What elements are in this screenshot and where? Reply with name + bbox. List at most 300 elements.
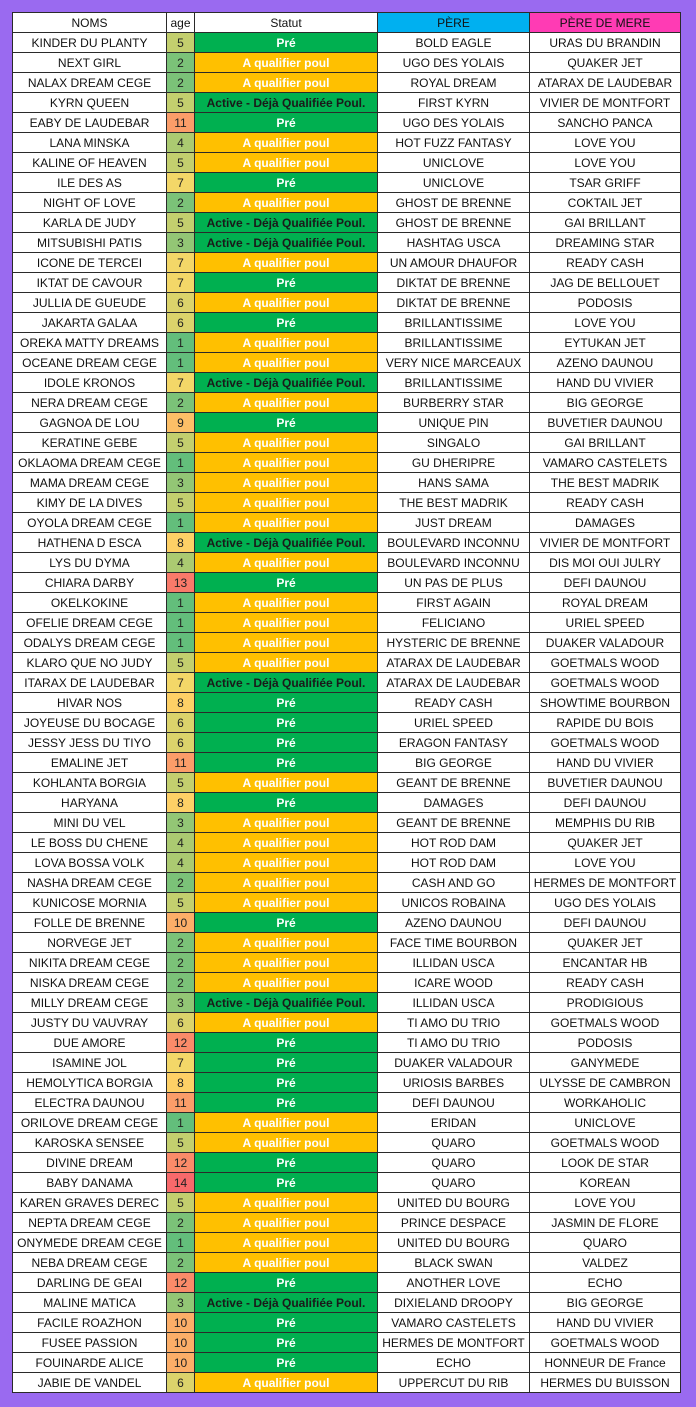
cell-pere-de-mere[interactable]: WORKAHOLIC — [530, 1093, 681, 1113]
cell-pere[interactable]: DEFI DAUNOU — [378, 1093, 530, 1113]
cell-pere[interactable]: BURBERRY STAR — [378, 393, 530, 413]
cell-pere[interactable]: VERY NICE MARCEAUX — [378, 353, 530, 373]
cell-statut[interactable]: A qualifier poul — [195, 253, 378, 273]
cell-pere-de-mere[interactable]: HERMES DU BUISSON — [530, 1373, 681, 1393]
cell-nom[interactable]: OKELKOKINE — [13, 593, 167, 613]
cell-nom[interactable]: KINDER DU PLANTY — [13, 33, 167, 53]
cell-nom[interactable]: KERATINE GEBE — [13, 433, 167, 453]
cell-age[interactable]: 1 — [167, 633, 195, 653]
cell-statut[interactable]: Pré — [195, 693, 378, 713]
cell-statut[interactable]: A qualifier poul — [195, 493, 378, 513]
cell-pere-de-mere[interactable]: LOVE YOU — [530, 133, 681, 153]
cell-age[interactable]: 2 — [167, 953, 195, 973]
cell-statut[interactable]: A qualifier poul — [195, 1113, 378, 1133]
cell-nom[interactable]: FACILE ROAZHON — [13, 1313, 167, 1333]
cell-pere-de-mere[interactable]: JASMIN DE FLORE — [530, 1213, 681, 1233]
cell-pere-de-mere[interactable]: AZENO DAUNOU — [530, 353, 681, 373]
cell-age[interactable]: 6 — [167, 1373, 195, 1393]
cell-statut[interactable]: Pré — [195, 733, 378, 753]
cell-pere-de-mere[interactable]: SHOWTIME BOURBON — [530, 693, 681, 713]
cell-nom[interactable]: MAMA DREAM CEGE — [13, 473, 167, 493]
cell-pere-de-mere[interactable]: THE BEST MADRIK — [530, 473, 681, 493]
cell-pere[interactable]: FACE TIME BOURBON — [378, 933, 530, 953]
cell-age[interactable]: 2 — [167, 973, 195, 993]
cell-statut[interactable]: Pré — [195, 1093, 378, 1113]
cell-age[interactable]: 2 — [167, 873, 195, 893]
cell-pere-de-mere[interactable]: PODOSIS — [530, 1033, 681, 1053]
cell-age[interactable]: 7 — [167, 273, 195, 293]
cell-nom[interactable]: DARLING DE GEAI — [13, 1273, 167, 1293]
cell-statut[interactable]: Pré — [195, 33, 378, 53]
cell-pere-de-mere[interactable]: COKTAIL JET — [530, 193, 681, 213]
cell-statut[interactable]: A qualifier poul — [195, 193, 378, 213]
cell-pere[interactable]: BIG GEORGE — [378, 753, 530, 773]
cell-statut[interactable]: A qualifier poul — [195, 333, 378, 353]
cell-statut[interactable]: A qualifier poul — [195, 473, 378, 493]
cell-nom[interactable]: LYS DU DYMA — [13, 553, 167, 573]
cell-pere[interactable]: UN AMOUR DHAUFOR — [378, 253, 530, 273]
cell-nom[interactable]: NIKITA DREAM CEGE — [13, 953, 167, 973]
cell-nom[interactable]: KARLA DE JUDY — [13, 213, 167, 233]
cell-age[interactable]: 1 — [167, 593, 195, 613]
cell-statut[interactable]: A qualifier poul — [195, 433, 378, 453]
cell-pere[interactable]: QUARO — [378, 1173, 530, 1193]
cell-statut[interactable]: A qualifier poul — [195, 933, 378, 953]
cell-pere-de-mere[interactable]: GOETMALS WOOD — [530, 1013, 681, 1033]
cell-pere-de-mere[interactable]: GOETMALS WOOD — [530, 673, 681, 693]
cell-age[interactable]: 4 — [167, 553, 195, 573]
cell-nom[interactable]: KALINE OF HEAVEN — [13, 153, 167, 173]
cell-age[interactable]: 12 — [167, 1273, 195, 1293]
cell-pere-de-mere[interactable]: DEFI DAUNOU — [530, 793, 681, 813]
cell-age[interactable]: 10 — [167, 1353, 195, 1373]
cell-pere-de-mere[interactable]: HERMES DE MONTFORT — [530, 873, 681, 893]
cell-statut[interactable]: Active - Déjà Qualifiée Poul. — [195, 93, 378, 113]
cell-pere-de-mere[interactable]: URIEL SPEED — [530, 613, 681, 633]
header-statut[interactable]: Statut — [195, 13, 378, 33]
cell-age[interactable]: 1 — [167, 1233, 195, 1253]
cell-age[interactable]: 2 — [167, 933, 195, 953]
cell-pere-de-mere[interactable]: HAND DU VIVIER — [530, 373, 681, 393]
cell-nom[interactable]: NISKA DREAM CEGE — [13, 973, 167, 993]
cell-statut[interactable]: Pré — [195, 273, 378, 293]
cell-statut[interactable]: Active - Déjà Qualifiée Poul. — [195, 233, 378, 253]
cell-pere-de-mere[interactable]: DUAKER VALADOUR — [530, 633, 681, 653]
cell-pere-de-mere[interactable]: JAG DE BELLOUET — [530, 273, 681, 293]
cell-statut[interactable]: Pré — [195, 753, 378, 773]
cell-pere-de-mere[interactable]: VAMARO CASTELETS — [530, 453, 681, 473]
cell-nom[interactable]: OCEANE DREAM CEGE — [13, 353, 167, 373]
cell-pere-de-mere[interactable]: DREAMING STAR — [530, 233, 681, 253]
cell-age[interactable]: 1 — [167, 453, 195, 473]
cell-statut[interactable]: A qualifier poul — [195, 853, 378, 873]
cell-pere[interactable]: UNICOS ROBAINA — [378, 893, 530, 913]
cell-nom[interactable]: CHIARA DARBY — [13, 573, 167, 593]
cell-statut[interactable]: A qualifier poul — [195, 1013, 378, 1033]
cell-pere[interactable]: UPPERCUT DU RIB — [378, 1373, 530, 1393]
cell-pere[interactable]: ATARAX DE LAUDEBAR — [378, 673, 530, 693]
cell-statut[interactable]: A qualifier poul — [195, 873, 378, 893]
cell-age[interactable]: 2 — [167, 393, 195, 413]
cell-age[interactable]: 1 — [167, 1113, 195, 1133]
cell-pere[interactable]: ECHO — [378, 1353, 530, 1373]
cell-pere[interactable]: UNITED DU BOURG — [378, 1233, 530, 1253]
cell-pere-de-mere[interactable]: LOOK DE STAR — [530, 1153, 681, 1173]
cell-pere-de-mere[interactable]: PRODIGIOUS — [530, 993, 681, 1013]
cell-statut[interactable]: Active - Déjà Qualifiée Poul. — [195, 673, 378, 693]
cell-pere-de-mere[interactable]: QUAKER JET — [530, 933, 681, 953]
cell-statut[interactable]: A qualifier poul — [195, 1213, 378, 1233]
cell-pere[interactable]: QUARO — [378, 1153, 530, 1173]
cell-pere[interactable]: UNIQUE PIN — [378, 413, 530, 433]
cell-pere[interactable]: UGO DES YOLAIS — [378, 113, 530, 133]
cell-pere[interactable]: ATARAX DE LAUDEBAR — [378, 653, 530, 673]
cell-age[interactable]: 5 — [167, 213, 195, 233]
cell-nom[interactable]: JUSTY DU VAUVRAY — [13, 1013, 167, 1033]
cell-statut[interactable]: A qualifier poul — [195, 813, 378, 833]
cell-age[interactable]: 3 — [167, 1293, 195, 1313]
cell-nom[interactable]: NIGHT OF LOVE — [13, 193, 167, 213]
cell-pere-de-mere[interactable]: UNICLOVE — [530, 1113, 681, 1133]
cell-pere[interactable]: ERAGON FANTASY — [378, 733, 530, 753]
cell-nom[interactable]: ORILOVE DREAM CEGE — [13, 1113, 167, 1133]
cell-nom[interactable]: DUE AMORE — [13, 1033, 167, 1053]
cell-nom[interactable]: ISAMINE JOL — [13, 1053, 167, 1073]
cell-age[interactable]: 5 — [167, 893, 195, 913]
cell-pere[interactable]: DIXIELAND DROOPY — [378, 1293, 530, 1313]
cell-nom[interactable]: NEBA DREAM CEGE — [13, 1253, 167, 1273]
cell-nom[interactable]: ICONE DE TERCEI — [13, 253, 167, 273]
cell-pere-de-mere[interactable]: GOETMALS WOOD — [530, 653, 681, 673]
cell-statut[interactable]: Pré — [195, 113, 378, 133]
cell-age[interactable]: 5 — [167, 653, 195, 673]
cell-pere[interactable]: BRILLANTISSIME — [378, 373, 530, 393]
cell-nom[interactable]: NASHA DREAM CEGE — [13, 873, 167, 893]
cell-statut[interactable]: Pré — [195, 1353, 378, 1373]
cell-pere[interactable]: ILLIDAN USCA — [378, 993, 530, 1013]
cell-age[interactable]: 5 — [167, 1193, 195, 1213]
cell-nom[interactable]: MILLY DREAM CEGE — [13, 993, 167, 1013]
cell-nom[interactable]: MINI DU VEL — [13, 813, 167, 833]
cell-nom[interactable]: NALAX DREAM CEGE — [13, 73, 167, 93]
cell-pere-de-mere[interactable]: READY CASH — [530, 973, 681, 993]
cell-pere[interactable]: ANOTHER LOVE — [378, 1273, 530, 1293]
cell-pere[interactable]: GHOST DE BRENNE — [378, 193, 530, 213]
cell-pere-de-mere[interactable]: LOVE YOU — [530, 153, 681, 173]
cell-pere[interactable]: URIEL SPEED — [378, 713, 530, 733]
cell-statut[interactable]: Pré — [195, 173, 378, 193]
cell-age[interactable]: 1 — [167, 613, 195, 633]
cell-nom[interactable]: KYRN QUEEN — [13, 93, 167, 113]
cell-age[interactable]: 5 — [167, 773, 195, 793]
cell-age[interactable]: 10 — [167, 1313, 195, 1333]
cell-nom[interactable]: OKLAOMA DREAM CEGE — [13, 453, 167, 473]
cell-age[interactable]: 1 — [167, 353, 195, 373]
cell-statut[interactable]: A qualifier poul — [195, 53, 378, 73]
cell-pere[interactable]: ILLIDAN USCA — [378, 953, 530, 973]
cell-statut[interactable]: Pré — [195, 1073, 378, 1093]
cell-pere[interactable]: THE BEST MADRIK — [378, 493, 530, 513]
cell-pere[interactable]: TI AMO DU TRIO — [378, 1013, 530, 1033]
cell-statut[interactable]: Active - Déjà Qualifiée Poul. — [195, 1293, 378, 1313]
cell-age[interactable]: 14 — [167, 1173, 195, 1193]
cell-statut[interactable]: A qualifier poul — [195, 593, 378, 613]
cell-statut[interactable]: Pré — [195, 313, 378, 333]
cell-age[interactable]: 1 — [167, 333, 195, 353]
cell-age[interactable]: 5 — [167, 433, 195, 453]
cell-statut[interactable]: A qualifier poul — [195, 153, 378, 173]
cell-pere[interactable]: BOULEVARD INCONNU — [378, 533, 530, 553]
cell-pere-de-mere[interactable]: EYTUKAN JET — [530, 333, 681, 353]
cell-pere-de-mere[interactable]: PODOSIS — [530, 293, 681, 313]
cell-pere-de-mere[interactable]: ECHO — [530, 1273, 681, 1293]
cell-nom[interactable]: HARYANA — [13, 793, 167, 813]
cell-nom[interactable]: FOLLE DE BRENNE — [13, 913, 167, 933]
cell-age[interactable]: 8 — [167, 693, 195, 713]
cell-age[interactable]: 10 — [167, 913, 195, 933]
cell-nom[interactable]: ONYMEDE DREAM CEGE — [13, 1233, 167, 1253]
cell-age[interactable]: 3 — [167, 233, 195, 253]
cell-nom[interactable]: DIVINE DREAM — [13, 1153, 167, 1173]
cell-statut[interactable]: Pré — [195, 1173, 378, 1193]
cell-statut[interactable]: A qualifier poul — [195, 633, 378, 653]
cell-pere-de-mere[interactable]: RAPIDE DU BOIS — [530, 713, 681, 733]
cell-pere[interactable]: TI AMO DU TRIO — [378, 1033, 530, 1053]
cell-pere-de-mere[interactable]: DAMAGES — [530, 513, 681, 533]
cell-age[interactable]: 6 — [167, 1013, 195, 1033]
cell-pere-de-mere[interactable]: VIVIER DE MONTFORT — [530, 533, 681, 553]
cell-nom[interactable]: NORVEGE JET — [13, 933, 167, 953]
cell-age[interactable]: 6 — [167, 293, 195, 313]
cell-pere[interactable]: GEANT DE BRENNE — [378, 773, 530, 793]
cell-age[interactable]: 7 — [167, 373, 195, 393]
cell-statut[interactable]: A qualifier poul — [195, 453, 378, 473]
cell-pere[interactable]: VAMARO CASTELETS — [378, 1313, 530, 1333]
cell-statut[interactable]: A qualifier poul — [195, 613, 378, 633]
cell-statut[interactable]: A qualifier poul — [195, 1233, 378, 1253]
cell-pere[interactable]: HOT ROD DAM — [378, 833, 530, 853]
cell-nom[interactable]: LE BOSS DU CHENE — [13, 833, 167, 853]
cell-age[interactable]: 6 — [167, 733, 195, 753]
cell-age[interactable]: 2 — [167, 1213, 195, 1233]
cell-pere-de-mere[interactable]: GAI BRILLANT — [530, 433, 681, 453]
cell-age[interactable]: 4 — [167, 853, 195, 873]
cell-age[interactable]: 4 — [167, 833, 195, 853]
cell-statut[interactable]: Pré — [195, 793, 378, 813]
cell-pere-de-mere[interactable]: GAI BRILLANT — [530, 213, 681, 233]
cell-age[interactable]: 2 — [167, 193, 195, 213]
cell-nom[interactable]: JESSY JESS DU TIYO — [13, 733, 167, 753]
cell-statut[interactable]: A qualifier poul — [195, 893, 378, 913]
cell-nom[interactable]: HEMOLYTICA BORGIA — [13, 1073, 167, 1093]
cell-nom[interactable]: KLARO QUE NO JUDY — [13, 653, 167, 673]
cell-nom[interactable]: OREKA MATTY DREAMS — [13, 333, 167, 353]
cell-statut[interactable]: A qualifier poul — [195, 1373, 378, 1393]
cell-age[interactable]: 11 — [167, 113, 195, 133]
cell-pere[interactable]: ERIDAN — [378, 1113, 530, 1133]
cell-pere[interactable]: HANS SAMA — [378, 473, 530, 493]
cell-pere[interactable]: BLACK SWAN — [378, 1253, 530, 1273]
cell-age[interactable]: 5 — [167, 493, 195, 513]
cell-pere-de-mere[interactable]: LOVE YOU — [530, 313, 681, 333]
cell-pere-de-mere[interactable]: MEMPHIS DU RIB — [530, 813, 681, 833]
cell-nom[interactable]: OFELIE DREAM CEGE — [13, 613, 167, 633]
cell-age[interactable]: 5 — [167, 33, 195, 53]
cell-nom[interactable]: FUSEE PASSION — [13, 1333, 167, 1353]
cell-nom[interactable]: LANA MINSKA — [13, 133, 167, 153]
cell-pere[interactable]: GHOST DE BRENNE — [378, 213, 530, 233]
cell-pere[interactable]: DUAKER VALADOUR — [378, 1053, 530, 1073]
cell-age[interactable]: 2 — [167, 1253, 195, 1273]
cell-pere[interactable]: QUARO — [378, 1133, 530, 1153]
cell-nom[interactable]: EABY DE LAUDEBAR — [13, 113, 167, 133]
cell-statut[interactable]: A qualifier poul — [195, 1253, 378, 1273]
cell-statut[interactable]: A qualifier poul — [195, 133, 378, 153]
cell-statut[interactable]: Pré — [195, 1053, 378, 1073]
cell-statut[interactable]: A qualifier poul — [195, 1133, 378, 1153]
cell-nom[interactable]: FOUINARDE ALICE — [13, 1353, 167, 1373]
cell-statut[interactable]: A qualifier poul — [195, 953, 378, 973]
cell-pere[interactable]: BRILLANTISSIME — [378, 313, 530, 333]
cell-age[interactable]: 7 — [167, 253, 195, 273]
cell-pere[interactable]: HOT ROD DAM — [378, 853, 530, 873]
cell-pere[interactable]: SINGALO — [378, 433, 530, 453]
cell-statut[interactable]: Pré — [195, 1313, 378, 1333]
cell-pere-de-mere[interactable]: QUAKER JET — [530, 53, 681, 73]
cell-age[interactable]: 3 — [167, 813, 195, 833]
cell-statut[interactable]: Pré — [195, 1333, 378, 1353]
cell-statut[interactable]: A qualifier poul — [195, 653, 378, 673]
cell-pere-de-mere[interactable]: DIS MOI OUI JULRY — [530, 553, 681, 573]
cell-nom[interactable]: JABIE DE VANDEL — [13, 1373, 167, 1393]
cell-age[interactable]: 8 — [167, 1073, 195, 1093]
cell-statut[interactable]: A qualifier poul — [195, 773, 378, 793]
cell-nom[interactable]: KAROSKA SENSEE — [13, 1133, 167, 1153]
cell-nom[interactable]: KUNICOSE MORNIA — [13, 893, 167, 913]
cell-nom[interactable]: OYOLA DREAM CEGE — [13, 513, 167, 533]
cell-nom[interactable]: BABY DANAMA — [13, 1173, 167, 1193]
cell-statut[interactable]: Pré — [195, 413, 378, 433]
cell-pere-de-mere[interactable]: BIG GEORGE — [530, 1293, 681, 1313]
cell-pere[interactable]: ROYAL DREAM — [378, 73, 530, 93]
cell-pere[interactable]: GU DHERIPRE — [378, 453, 530, 473]
cell-pere[interactable]: GEANT DE BRENNE — [378, 813, 530, 833]
cell-pere[interactable]: FELICIANO — [378, 613, 530, 633]
cell-pere-de-mere[interactable]: URAS DU BRANDIN — [530, 33, 681, 53]
cell-pere[interactable]: HOT FUZZ FANTASY — [378, 133, 530, 153]
header-noms[interactable]: NOMS — [13, 13, 167, 33]
cell-age[interactable]: 6 — [167, 313, 195, 333]
cell-pere-de-mere[interactable]: UGO DES YOLAIS — [530, 893, 681, 913]
cell-age[interactable]: 7 — [167, 673, 195, 693]
cell-statut[interactable]: Pré — [195, 913, 378, 933]
cell-nom[interactable]: ODALYS DREAM CEGE — [13, 633, 167, 653]
cell-age[interactable]: 6 — [167, 713, 195, 733]
cell-nom[interactable]: HATHENA D ESCA — [13, 533, 167, 553]
cell-nom[interactable]: ITARAX DE LAUDEBAR — [13, 673, 167, 693]
cell-pere-de-mere[interactable]: GOETMALS WOOD — [530, 1133, 681, 1153]
header-pere-de-mere[interactable]: PÈRE DE MERE — [530, 13, 681, 33]
cell-pere-de-mere[interactable]: BIG GEORGE — [530, 393, 681, 413]
cell-pere[interactable]: AZENO DAUNOU — [378, 913, 530, 933]
cell-nom[interactable]: MALINE MATICA — [13, 1293, 167, 1313]
cell-age[interactable]: 9 — [167, 413, 195, 433]
cell-pere[interactable]: UNITED DU BOURG — [378, 1193, 530, 1213]
cell-age[interactable]: 7 — [167, 1053, 195, 1073]
cell-pere-de-mere[interactable]: KOREAN — [530, 1173, 681, 1193]
cell-pere[interactable]: FIRST KYRN — [378, 93, 530, 113]
cell-statut[interactable]: Pré — [195, 1033, 378, 1053]
cell-pere[interactable]: HYSTERIC DE BRENNE — [378, 633, 530, 653]
cell-age[interactable]: 5 — [167, 1133, 195, 1153]
cell-statut[interactable]: A qualifier poul — [195, 73, 378, 93]
cell-pere-de-mere[interactable]: QUARO — [530, 1233, 681, 1253]
cell-pere-de-mere[interactable]: HAND DU VIVIER — [530, 753, 681, 773]
cell-age[interactable]: 1 — [167, 513, 195, 533]
cell-nom[interactable]: ELECTRA DAUNOU — [13, 1093, 167, 1113]
cell-pere[interactable]: JUST DREAM — [378, 513, 530, 533]
cell-pere[interactable]: UN PAS DE PLUS — [378, 573, 530, 593]
cell-nom[interactable]: EMALINE JET — [13, 753, 167, 773]
cell-nom[interactable]: ILE DES AS — [13, 173, 167, 193]
cell-pere[interactable]: DIKTAT DE BRENNE — [378, 293, 530, 313]
cell-statut[interactable]: A qualifier poul — [195, 973, 378, 993]
cell-statut[interactable]: A qualifier poul — [195, 1193, 378, 1213]
cell-statut[interactable]: A qualifier poul — [195, 353, 378, 373]
cell-statut[interactable]: Active - Déjà Qualifiée Poul. — [195, 213, 378, 233]
cell-statut[interactable]: Active - Déjà Qualifiée Poul. — [195, 373, 378, 393]
cell-nom[interactable]: GAGNOA DE LOU — [13, 413, 167, 433]
cell-pere-de-mere[interactable]: ATARAX DE LAUDEBAR — [530, 73, 681, 93]
cell-pere[interactable]: DAMAGES — [378, 793, 530, 813]
cell-age[interactable]: 8 — [167, 793, 195, 813]
cell-age[interactable]: 3 — [167, 473, 195, 493]
cell-pere-de-mere[interactable]: ROYAL DREAM — [530, 593, 681, 613]
cell-nom[interactable]: NERA DREAM CEGE — [13, 393, 167, 413]
cell-pere-de-mere[interactable]: TSAR GRIFF — [530, 173, 681, 193]
header-pere[interactable]: PÈRE — [378, 13, 530, 33]
cell-nom[interactable]: KIMY DE LA DIVES — [13, 493, 167, 513]
cell-pere-de-mere[interactable]: BUVETIER DAUNOU — [530, 413, 681, 433]
cell-statut[interactable]: Pré — [195, 573, 378, 593]
cell-pere[interactable]: HERMES DE MONTFORT — [378, 1333, 530, 1353]
cell-nom[interactable]: LOVA BOSSA VOLK — [13, 853, 167, 873]
cell-pere-de-mere[interactable]: READY CASH — [530, 493, 681, 513]
cell-pere-de-mere[interactable]: BUVETIER DAUNOU — [530, 773, 681, 793]
cell-pere[interactable]: ICARE WOOD — [378, 973, 530, 993]
cell-pere[interactable]: URIOSIS BARBES — [378, 1073, 530, 1093]
cell-pere[interactable]: BOLD EAGLE — [378, 33, 530, 53]
cell-pere[interactable]: DIKTAT DE BRENNE — [378, 273, 530, 293]
cell-nom[interactable]: MITSUBISHI PATIS — [13, 233, 167, 253]
cell-age[interactable]: 2 — [167, 73, 195, 93]
cell-statut[interactable]: Pré — [195, 1153, 378, 1173]
cell-pere-de-mere[interactable]: VALDEZ — [530, 1253, 681, 1273]
cell-pere-de-mere[interactable]: VIVIER DE MONTFORT — [530, 93, 681, 113]
cell-pere-de-mere[interactable]: DEFI DAUNOU — [530, 913, 681, 933]
cell-age[interactable]: 4 — [167, 133, 195, 153]
cell-pere[interactable]: UGO DES YOLAIS — [378, 53, 530, 73]
cell-pere-de-mere[interactable]: ENCANTAR HB — [530, 953, 681, 973]
cell-nom[interactable]: NEXT GIRL — [13, 53, 167, 73]
cell-pere[interactable]: UNICLOVE — [378, 173, 530, 193]
cell-pere-de-mere[interactable]: GOETMALS WOOD — [530, 733, 681, 753]
cell-nom[interactable]: NEPTA DREAM CEGE — [13, 1213, 167, 1233]
cell-age[interactable]: 11 — [167, 753, 195, 773]
cell-nom[interactable]: IDOLE KRONOS — [13, 373, 167, 393]
cell-nom[interactable]: HIVAR NOS — [13, 693, 167, 713]
cell-pere-de-mere[interactable]: READY CASH — [530, 253, 681, 273]
